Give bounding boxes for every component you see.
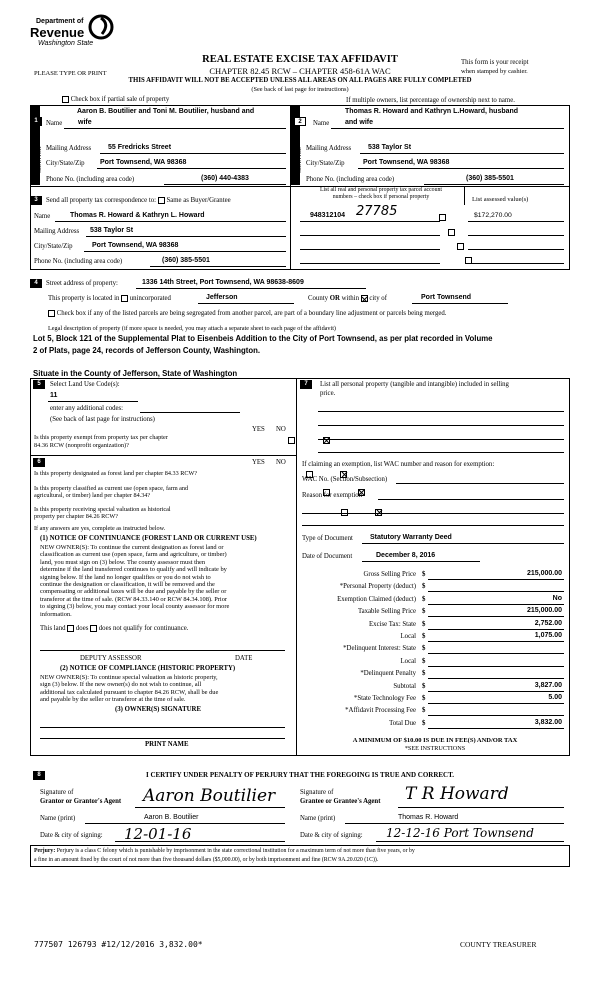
parcel-number: 948312104 xyxy=(310,212,346,219)
exemption-label: If claiming an exemption, list WAC number and reason for exemption: xyxy=(302,461,495,468)
notice-1-body: NEW OWNER(S): To continue the current designation as forest land or classification as current use (open space, farm and agriculture, or timber) land, you must sign on (3) below. The county assessor must then determine if the land transferred continues to qualify and will indicate by signing below. If the land no longer qualifies or you do not wish to continue the designation or classification, it will be removed and the compensating or additional taxes will be due and payable by the seller or transferor at the time of sale. (RCW 84.33.140 or RCW 84.34.108). Prior to signing (3) below, you may contact your local county assessor for more information. xyxy=(40,544,230,618)
tax-row-dollar: $ xyxy=(422,583,426,591)
county-or-within: County OR within city of xyxy=(308,295,387,303)
logo-swoosh-icon xyxy=(88,14,114,40)
tax-row-value: No xyxy=(552,594,562,602)
please-type: PLEASE TYPE OR PRINT xyxy=(34,70,107,77)
tax-row-dollar: $ xyxy=(422,571,426,578)
tax-row-value: 1,075.00 xyxy=(534,632,562,639)
section-2-badge: 2 xyxy=(294,117,306,126)
parcel-personal-checkbox-1[interactable] xyxy=(439,214,446,221)
corr-phone-label: Phone No. (including area code) xyxy=(34,258,123,265)
legal-label: Legal description of property (if more space is needed, you may attach a separate sheet to each page of the affidavit) xyxy=(48,325,336,332)
notice-2-body: NEW OWNER(S): To continue special valuation as historic property, sign (3) below. If the new owner(s) do not wish to continue, all additional tax calculated pursuant to chapter 84.26 RCW, shall be due and payable by the seller or transferor at the time of sale. xyxy=(40,674,219,704)
section-8-badge: 8 xyxy=(33,771,45,780)
section-4-badge: 4 xyxy=(30,279,42,288)
revenue-logo xyxy=(30,14,120,54)
within-city-checkbox[interactable] xyxy=(361,295,368,302)
form-see-back: (See back of last page for instructions) xyxy=(251,86,349,93)
situate-line: Situate in the County of Jefferson, State of Washington xyxy=(33,369,238,378)
parcel-personal-checkbox-4[interactable] xyxy=(465,257,472,264)
cashier-receipt: 777507 126793 #12/12/2016 3,832.00* xyxy=(34,940,203,949)
unincorporated-checkbox[interactable] xyxy=(121,295,128,302)
corr-name-label: Name xyxy=(34,213,51,220)
street-address: 1336 14th Street, Port Townsend, WA 98638-8609 xyxy=(142,279,304,286)
perjury-line2: a fine in an amount fixed by the court of not more than five thousand dollars ($5,000.00), or by both imprisonment and fine (RCW 9A.20.020 (1C)). xyxy=(34,857,379,863)
form-chapter: CHAPTER 82.45 RCW – CHAPTER 458-61A WAC xyxy=(209,66,391,76)
corr-mailing-label: Mailing Address xyxy=(34,228,80,235)
doc-type: Statutory Warranty Deed xyxy=(370,534,452,541)
land-use-see-back: (See back of last page for instructions) xyxy=(50,416,155,423)
corr-phone: (360) 385-5501 xyxy=(162,257,210,264)
deputy-assessor-label: DEPUTY ASSESSOR xyxy=(80,655,142,662)
grantee-sig-label-2: Grantee or Grantee's Agent xyxy=(300,798,381,805)
buyer-name-label: Name xyxy=(313,120,330,127)
tax-row-dollar: $ xyxy=(422,620,426,628)
tax-row-value: 2,752.00 xyxy=(534,619,562,627)
tax-row-value: 215,000.00 xyxy=(526,607,562,615)
grantee-name: Thomas R. Howard xyxy=(398,814,459,821)
current-use-question-1: Is this property classified as current use (open space, farm and xyxy=(34,485,189,492)
does-not-qualify-checkbox[interactable] xyxy=(90,625,97,632)
print-name-label: PRINT NAME xyxy=(145,741,189,748)
exempt-yes-checkbox[interactable] xyxy=(288,437,295,444)
partial-sale-label: Check box if partial sale of property xyxy=(70,96,170,104)
if-yes-note: If any answers are yes, complete as instructed below. xyxy=(34,525,166,532)
same-as-buyer-checkbox[interactable] xyxy=(158,197,165,204)
grantee-name-label: Name (print) xyxy=(300,815,336,822)
located-label: This property is located in unincorporated xyxy=(48,295,171,303)
logo-text-state: Washington State xyxy=(38,40,94,47)
tax-row-dollar: $ xyxy=(422,595,426,603)
parcel-header-line2: numbers – check box if personal property xyxy=(332,194,430,200)
minimum-note: A MINIMUM OF $10.00 IS DUE IN FEE(S) AND/OR TAX xyxy=(352,737,518,744)
tax-row-dollar: $ xyxy=(422,682,426,690)
partial-sale xyxy=(62,96,169,103)
grantor-name-label: Name (print) xyxy=(40,815,76,822)
seller-name-line1: Aaron B. Boutilier and Toni M. Boutilier, husband and xyxy=(77,108,255,115)
grantee-date: 12-12-16 Port Townsend xyxy=(386,826,534,840)
does-qualify-checkbox[interactable] xyxy=(67,625,74,632)
seller-phone-label: Phone No. (including area code) xyxy=(46,176,135,183)
owner-signature-label: (3) OWNER(S) SIGNATURE xyxy=(115,706,201,713)
grantor-sig-label-2: Grantor or Grantor's Agent xyxy=(40,798,122,805)
buyer-city: Port Townsend, WA 98368 xyxy=(363,159,450,166)
legal-line2: 2 of Plats, page 24, records of Jefferson County, Washington. xyxy=(33,346,261,355)
form-notice: THIS AFFIDAVIT WILL NOT BE ACCEPTED UNLESS ALL AREAS ON ALL PAGES ARE FULLY COMPLETED xyxy=(128,77,472,84)
grantor-signature: Aaron Boutilier xyxy=(143,786,276,806)
tax-row-dollar: $ xyxy=(422,670,426,678)
notice-1-title: (1) NOTICE OF CONTINUANCE (FOREST LAND OR CURRENT USE) xyxy=(40,535,257,542)
doc-type-label: Type of Document xyxy=(302,535,353,542)
parcel-handwritten: 27785 xyxy=(356,204,398,219)
parcel-header-line1: List all real and personal property tax parcel account xyxy=(319,187,442,193)
tax-row-label: *Personal Property (deduct) xyxy=(339,583,416,591)
tax-row-dollar: $ xyxy=(422,633,426,640)
notice-2-title: (2) NOTICE OF COMPLIANCE (HISTORIC PROPERTY) xyxy=(60,665,236,672)
tax-row-dollar: $ xyxy=(422,695,426,702)
tax-row-dollar: $ xyxy=(422,657,426,665)
additional-codes-label: enter any additional codes: xyxy=(50,405,124,412)
county-value: Jefferson xyxy=(206,294,238,301)
wac-label: WAC No. (Section/Subsection) xyxy=(302,476,388,483)
segregated-checkbox[interactable] xyxy=(48,310,55,317)
grantee-date-label: Date & city of signing: xyxy=(300,832,363,839)
grantor-sig-label-1: Signature of xyxy=(40,789,74,796)
parcel-personal-checkbox-3[interactable] xyxy=(457,243,464,250)
tax-row-label: *Delinquent Penalty xyxy=(360,670,416,678)
buyer-phone: (360) 385-5501 xyxy=(466,175,514,182)
correspondence-label: Send all property tax correspondence to: Same as Buyer/Grantee xyxy=(46,197,231,205)
personal-property-label-2: price. xyxy=(320,390,336,397)
tax-row-label: Gross Selling Price xyxy=(363,571,416,578)
county-treasurer: COUNTY TREASURER xyxy=(460,940,537,949)
tax-row-label: Total Due xyxy=(389,719,416,727)
multiple-owners-note: If multiple owners, list percentage of ownership next to name. xyxy=(346,97,515,104)
assessed-value: $172,270.00 xyxy=(474,212,512,219)
reason-label: Reason for exemption xyxy=(302,492,363,499)
see-instructions: *SEE INSTRUCTIONS xyxy=(404,745,466,752)
land-use-code: 11 xyxy=(50,392,58,399)
tax-row-label: Exemption Claimed (deduct) xyxy=(337,595,416,603)
seller-name-label: Name xyxy=(46,120,63,127)
section-6-badge: 6 xyxy=(33,458,45,467)
tax-row-label: *State Technology Fee xyxy=(353,695,416,702)
tax-row-label: Excise Tax: State xyxy=(369,620,416,628)
parcel-header xyxy=(296,187,466,201)
doc-date: December 8, 2016 xyxy=(376,552,436,559)
seller-phone: (360) 440-4383 xyxy=(201,175,249,182)
tax-row-label: Local xyxy=(400,633,416,640)
seller-mailing: 55 Fredricks Street xyxy=(108,144,172,151)
personal-property-label-1: List all personal property (tangible and intangible) included in selling xyxy=(320,381,509,388)
grantor-date: 12-01-16 xyxy=(124,825,192,843)
grantor-date-label: Date & city of signing: xyxy=(40,832,103,839)
vline-mid xyxy=(290,105,291,270)
seller-name-line2: wife xyxy=(78,119,92,126)
tax-row-dollar: $ xyxy=(422,608,426,616)
receipt-note-2: when stamped by cashier. xyxy=(461,68,528,75)
street-label: Street address of property: xyxy=(46,280,118,287)
tax-row-label: Subtotal xyxy=(393,682,416,690)
logo-text-revenue: Revenue xyxy=(30,25,85,40)
tax-row-value: 3,827.00 xyxy=(534,681,562,689)
s5-no: NO xyxy=(276,426,286,433)
exempt-q2: 84.36 RCW (nonprofit organization)? xyxy=(34,442,129,449)
legal-line1: Lot 5, Block 121 of the Supplemental Plat to Eisenbeis Addition to the City of Port Townsend, as per plat recorded in Volume xyxy=(33,334,493,343)
grantee-signature: T R Howard xyxy=(405,784,509,804)
section-1-badge: 1 xyxy=(30,117,42,126)
segregated-label: Check box if any of the listed parcels are being segregated from another parcel, are part of a boundary line adjustment or parcels being merged. xyxy=(48,310,447,317)
tax-row-label: *Delinquent Interest: State xyxy=(343,645,416,653)
tax-row-value: 215,000.00 xyxy=(526,570,562,577)
city-value: Port Townsend xyxy=(421,294,472,301)
deputy-date-label: DATE xyxy=(235,655,253,662)
exempt-no-checkbox[interactable] xyxy=(323,437,330,444)
section-3-badge: 3 xyxy=(30,196,42,205)
corr-city-label: City/State/Zip xyxy=(34,243,73,250)
buyer-city-label: City/State/Zip xyxy=(306,160,345,167)
form-title: REAL ESTATE EXCISE TAX AFFIDAVIT xyxy=(202,54,398,65)
assessed-header: List assessed value(s) xyxy=(472,196,529,203)
buyer-name-line1: Thomas R. Howard and Kathryn L.Howard, husband xyxy=(345,108,519,115)
buyer-mailing-label: Mailing Address xyxy=(306,145,352,152)
seller-city-label: City/State/Zip xyxy=(46,160,85,167)
historic-question-2: property per chapter 84.26 RCW? xyxy=(34,513,119,520)
current-use-question-2: agricultural, or timber) land per chapter 84.34? xyxy=(34,492,151,499)
s6-yes: YES xyxy=(252,459,265,466)
tax-row-label: Taxable Selling Price xyxy=(357,608,416,616)
land-use-label: Select Land Use Code(s): xyxy=(50,381,120,388)
tax-row-dollar: $ xyxy=(422,707,426,715)
buyer-phone-label: Phone No. (including area code) xyxy=(306,176,395,183)
s6-no: NO xyxy=(276,459,286,466)
corr-city: Port Townsend, WA 98368 xyxy=(92,242,179,249)
seller-mailing-label: Mailing Address xyxy=(46,145,92,152)
parcel-personal-checkbox-2[interactable] xyxy=(448,229,455,236)
seller-city: Port Townsend, WA 98368 xyxy=(100,159,187,166)
same-as-buyer-label: Same as Buyer/Grantee xyxy=(166,197,231,205)
forest-question: Is this property designated as forest land per chapter 84.33 RCW? xyxy=(34,470,198,477)
partial-sale-checkbox[interactable] xyxy=(62,96,69,103)
buyer-side-label: BUYER GRANTEE xyxy=(291,147,303,173)
seller-side-label: SELLER GRANTOR xyxy=(31,146,43,174)
grantor-name: Aaron B. Boutilier xyxy=(144,814,199,821)
tax-row-dollar: $ xyxy=(422,719,426,727)
tax-row-dollar: $ xyxy=(422,645,426,653)
receipt-note-1: This form is your receipt xyxy=(461,59,529,66)
perjury-line1: Perjury: Perjury is a class C felony which is punishable by imprisonment in the state correctional institution for a maximum term of not more than five years, or by xyxy=(34,848,415,854)
grantee-sig-label-1: Signature of xyxy=(300,789,334,796)
s5-yes: YES xyxy=(252,426,265,433)
tax-row-label: *Affidavit Processing Fee xyxy=(345,707,416,715)
buyer-mailing: 538 Taylor St xyxy=(368,144,412,151)
exempt-q1: Is this property exempt from property tax per chapter xyxy=(34,434,168,441)
section-5-badge: 5 xyxy=(33,380,45,389)
qualify-label: This land does does not qualify for continuance. xyxy=(40,625,189,633)
tax-row-value: 3,832.00 xyxy=(534,718,562,726)
logo-text-department: Department of xyxy=(36,18,84,25)
tax-row-value: 5.00 xyxy=(548,694,562,701)
doc-date-label: Date of Document xyxy=(302,553,353,560)
corr-mailing: 538 Taylor St xyxy=(90,227,134,234)
certify-line: I CERTIFY UNDER PENALTY OF PERJURY THAT THE FOREGOING IS TRUE AND CORRECT. xyxy=(145,771,454,779)
tax-row-label: Local xyxy=(400,657,416,665)
historic-question-1: Is this property receiving special valuation as historical xyxy=(34,506,171,513)
section-7-badge: 7 xyxy=(300,380,312,389)
corr-name: Thomas R. Howard & Kathryn L. Howard xyxy=(70,212,205,219)
buyer-name-line2: and wife xyxy=(345,119,374,126)
